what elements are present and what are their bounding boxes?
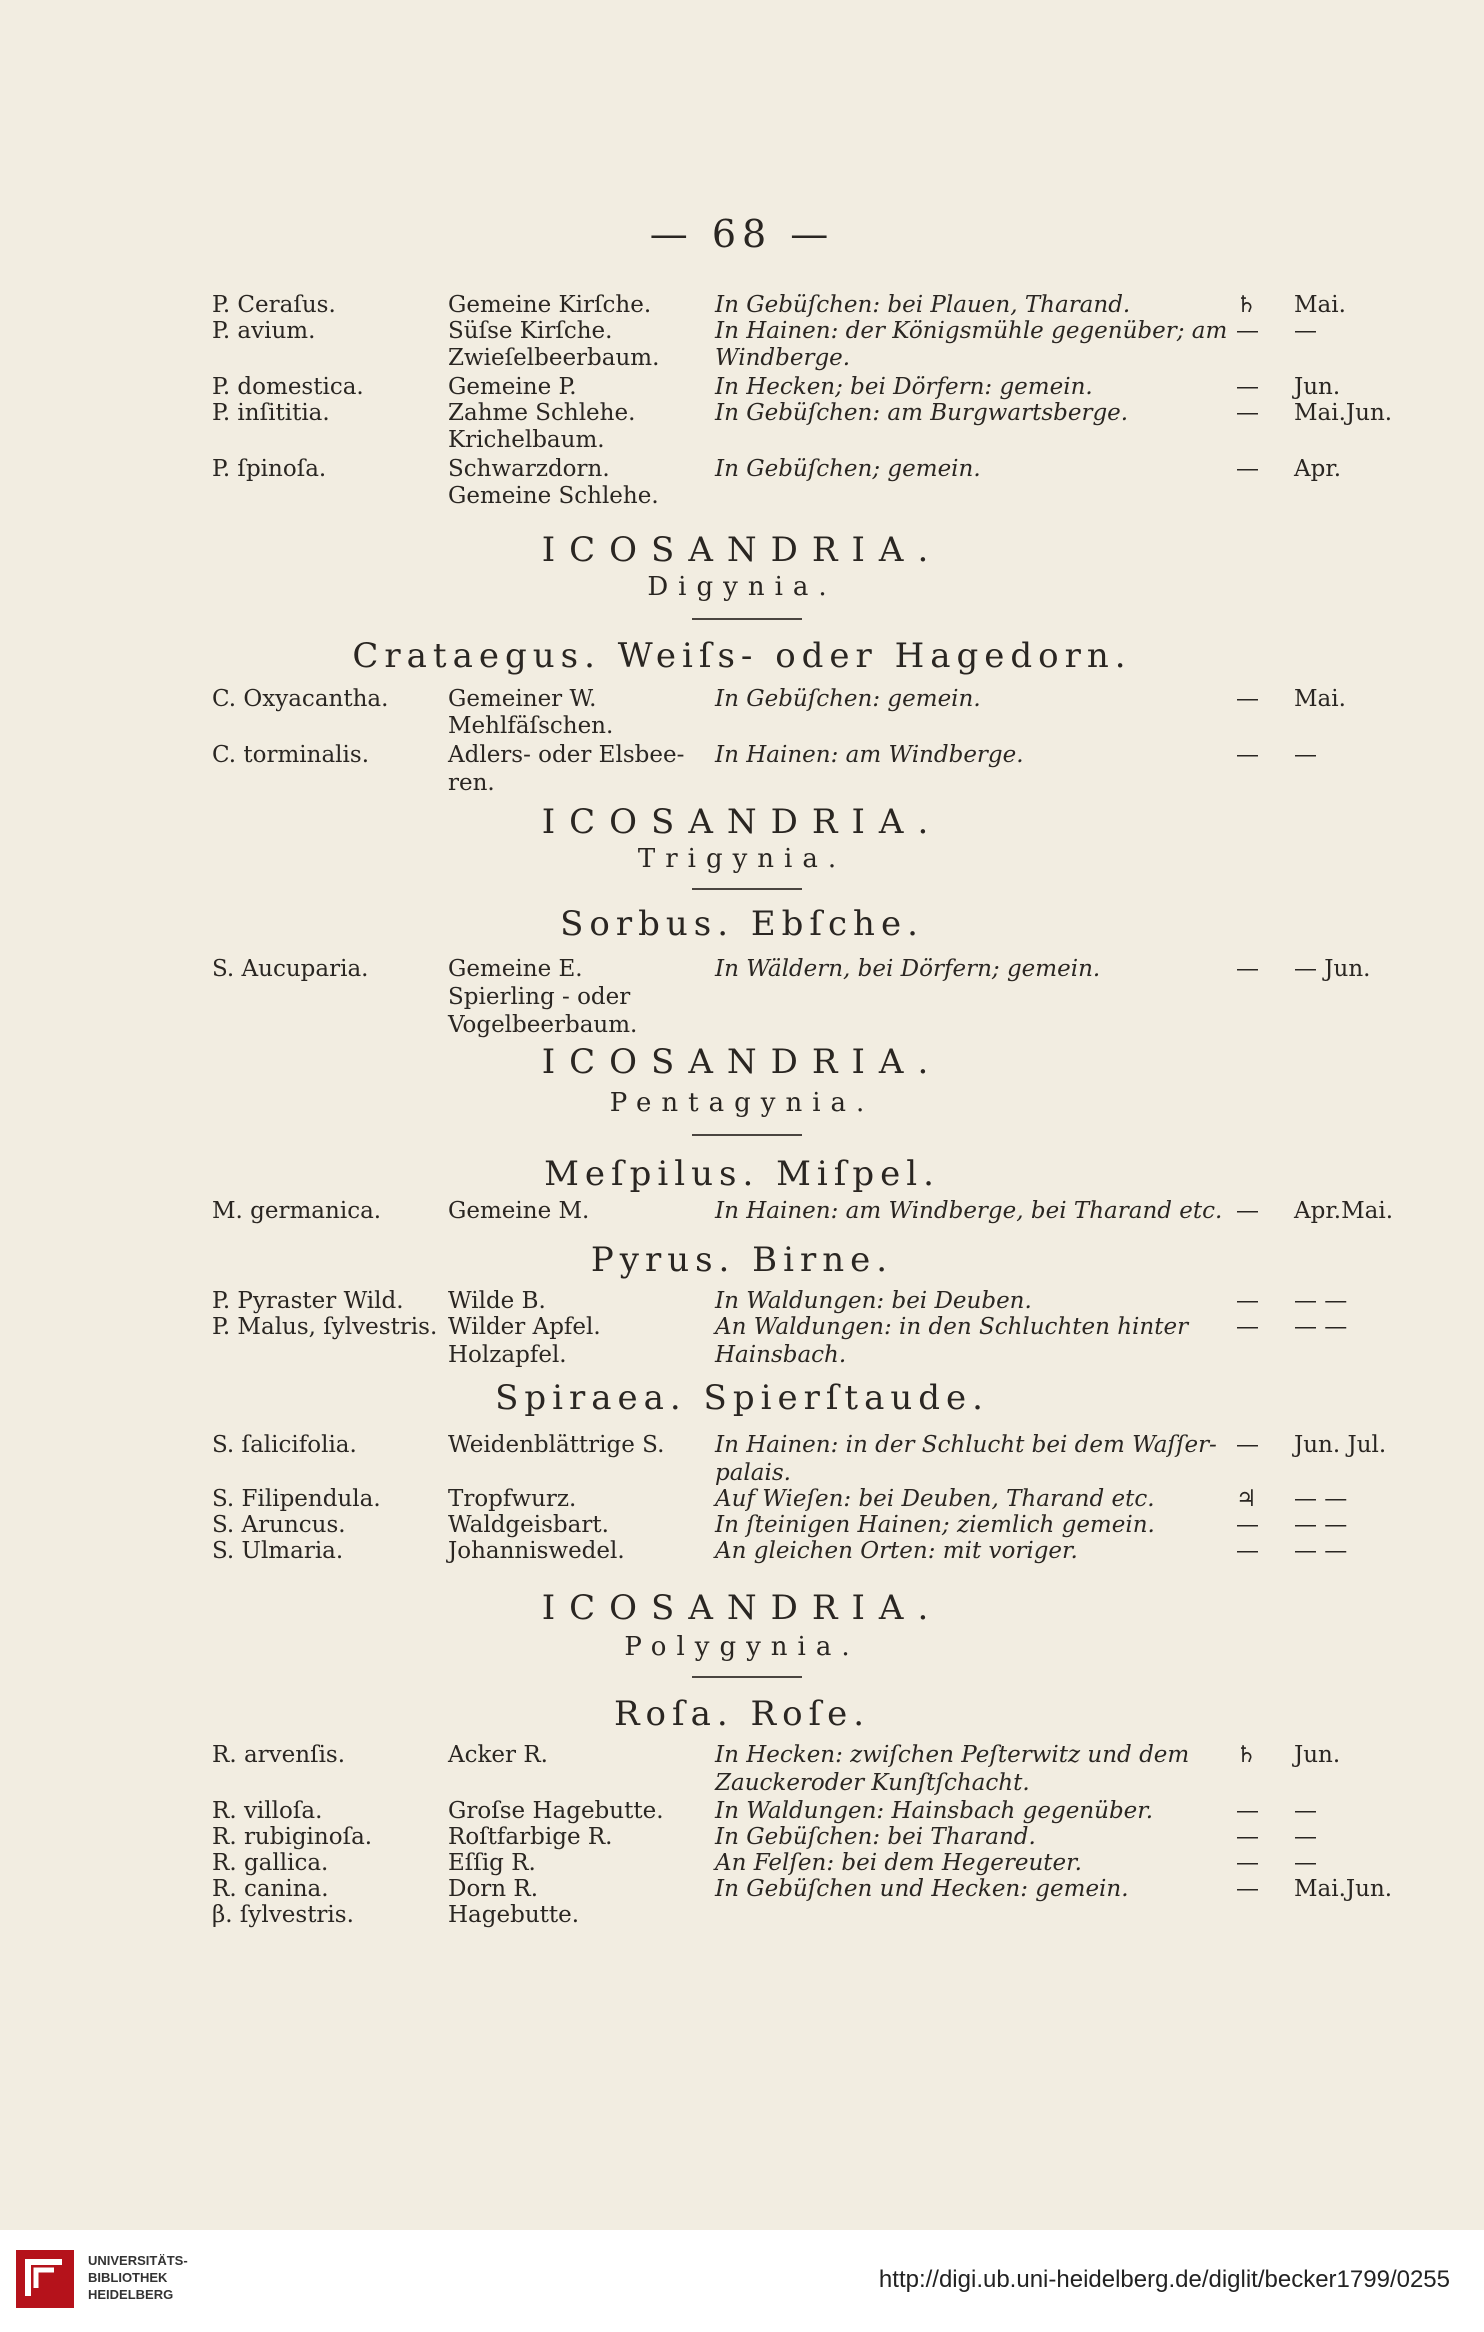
flowering-month: Jun. xyxy=(1294,374,1341,400)
flowering-month: — — xyxy=(1294,1512,1348,1538)
habitat: In Gebüſchen: gemein. xyxy=(715,686,981,712)
habitat: In Hainen: am Windberge, bei Tharand etc. xyxy=(715,1198,1223,1224)
common-name: Wilde B. xyxy=(448,1288,546,1314)
habitat: Auf Wieſen: bei Deuben, Tharand etc. xyxy=(715,1486,1155,1512)
lifeform-symbol: — xyxy=(1236,1876,1259,1902)
habitat: In Hecken: zwiſchen Peſterwitz und dem xyxy=(715,1742,1190,1768)
habitat: palais. xyxy=(715,1460,791,1486)
habitat: In Wäldern, bei Dörfern; gemein. xyxy=(715,956,1101,982)
common-name: Gemeine Kirſche. xyxy=(448,292,652,318)
flowering-month: — xyxy=(1294,1798,1317,1824)
lifeform-symbol: — xyxy=(1236,374,1259,400)
species-name: R. gallica. xyxy=(212,1850,329,1876)
common-name: Tropfwurz. xyxy=(448,1486,577,1512)
lifeform-symbol: ♄ xyxy=(1236,1742,1257,1768)
habitat: In Gebüſchen: am Burgwartsberge. xyxy=(715,400,1129,426)
common-name: Roſtfarbige R. xyxy=(448,1824,613,1850)
flowering-month: Mai.Jun. xyxy=(1294,1876,1393,1902)
habitat: In Hainen: in der Schlucht bei dem Waſſer- xyxy=(715,1432,1217,1458)
species-name: M. germanica. xyxy=(212,1198,382,1224)
habitat: In Hainen: am Windberge. xyxy=(715,742,1024,768)
table-row xyxy=(0,1340,1484,1374)
lifeform-symbol: — xyxy=(1236,1824,1259,1850)
page-number: — 68 — xyxy=(649,212,835,256)
species-name: P. Pyraster Wild. xyxy=(212,1288,404,1314)
habitat: In Gebüſchen und Hecken: gemein. xyxy=(715,1876,1129,1902)
common-name: Holzapfel. xyxy=(448,1342,567,1368)
flowering-month: — xyxy=(1294,318,1317,344)
lifeform-symbol: — xyxy=(1236,318,1259,344)
flowering-month: — xyxy=(1294,742,1317,768)
flowering-month: — xyxy=(1294,1850,1317,1876)
table-row xyxy=(0,1536,1484,1570)
library-logo-icon xyxy=(14,2248,76,2310)
flowering-month: Jun. Jul. xyxy=(1294,1432,1387,1458)
order-heading: Polygynia. xyxy=(624,1632,860,1662)
habitat: In Waldungen: Hainsbach gegenüber. xyxy=(715,1798,1154,1824)
common-name: Johanniswedel. xyxy=(448,1538,625,1564)
species-name: R. arvenſis. xyxy=(212,1742,346,1768)
species-name: P. ſpinoſa. xyxy=(212,456,327,482)
table-row xyxy=(0,1010,1484,1044)
species-name: S. Ulmaria. xyxy=(212,1538,344,1564)
flowering-month: — — xyxy=(1294,1288,1348,1314)
common-name: Gemeiner W. xyxy=(448,686,597,712)
common-name: Waldgeisbart. xyxy=(448,1512,609,1538)
habitat: An Waldungen: in den Schluchten hinter xyxy=(715,1314,1189,1340)
genus-heading: Meſpilus. Miſpel. xyxy=(544,1154,940,1194)
species-name: C. torminalis. xyxy=(212,742,370,768)
lifeform-symbol: — xyxy=(1236,1850,1259,1876)
order-heading: Trigynia. xyxy=(637,844,847,874)
species-name: P. Malus, ſylvestris. xyxy=(212,1314,438,1340)
lifeform-symbol: — xyxy=(1236,686,1259,712)
habitat: An gleichen Orten: mit voriger. xyxy=(715,1538,1078,1564)
flowering-month: Mai. xyxy=(1294,686,1346,712)
lifeform-symbol: — xyxy=(1236,1198,1259,1224)
common-name: Eſſig R. xyxy=(448,1850,536,1876)
lifeform-symbol: — xyxy=(1236,456,1259,482)
class-heading: ICOSANDRIA. xyxy=(541,1042,943,1082)
common-name: Gemeine E. xyxy=(448,956,583,982)
flowering-month: Mai.Jun. xyxy=(1294,400,1393,426)
species-name: S. Aucuparia. xyxy=(212,956,369,982)
flowering-month: Jun. xyxy=(1294,1742,1341,1768)
common-name: Adlers- oder Elsbee- xyxy=(448,742,685,768)
species-name: P. avium. xyxy=(212,318,316,344)
common-name: Weidenblättrige S. xyxy=(448,1432,665,1458)
lifeform-symbol: — xyxy=(1236,1798,1259,1824)
class-heading: ICOSANDRIA. xyxy=(541,530,943,570)
lifeform-symbol: — xyxy=(1236,742,1259,768)
habitat: In Hecken; bei Dörfern: gemein. xyxy=(715,374,1093,400)
class-heading: ICOSANDRIA. xyxy=(541,802,943,842)
common-name: Zahme Schlehe. xyxy=(448,400,636,426)
habitat: Zauckeroder Kunſtſchacht. xyxy=(715,1770,1030,1796)
species-name: P. domestica. xyxy=(212,374,364,400)
genus-heading: Spiraea. Spierſtaude. xyxy=(495,1378,989,1418)
species-name: R. villoſa. xyxy=(212,1798,323,1824)
genus-heading: Crataegus. Weiſs- oder Hagedorn. xyxy=(352,636,1132,676)
genus-heading: Sorbus. Ebſche. xyxy=(560,904,924,944)
common-name: Acker R. xyxy=(448,1742,548,1768)
habitat: In Gebüſchen: bei Plauen, Tharand. xyxy=(715,292,1131,318)
lifeform-symbol: — xyxy=(1236,1314,1259,1340)
common-name: Vogelbeerbaum. xyxy=(448,1012,638,1038)
lifeform-symbol: ♄ xyxy=(1236,292,1257,318)
library-name: UNIVERSITÄTS- BIBLIOTHEK HEIDELBERG xyxy=(88,2253,188,2302)
order-heading: Pentagynia. xyxy=(609,1088,875,1118)
source-url-link[interactable]: http://digi.ub.uni-heidelberg.de/diglit/becker1799/0255 xyxy=(878,2266,1450,2293)
table-row xyxy=(0,1900,1484,1934)
flowering-month: — — xyxy=(1294,1538,1348,1564)
common-name: Wilder Apfel. xyxy=(448,1314,601,1340)
common-name: ren. xyxy=(448,770,495,796)
species-name: S. Filipendula. xyxy=(212,1486,381,1512)
table-row xyxy=(0,768,1484,802)
common-name: Groſse Hagebutte. xyxy=(448,1798,664,1824)
divider xyxy=(692,1134,802,1136)
flowering-month: — Jun. xyxy=(1294,956,1371,982)
divider xyxy=(692,888,802,890)
common-name: Dorn R. xyxy=(448,1876,539,1902)
flowering-month: — — xyxy=(1294,1486,1348,1512)
order-heading: Digynia. xyxy=(647,572,837,602)
class-heading: ICOSANDRIA. xyxy=(541,1588,943,1628)
common-name: Mehlfäſschen. xyxy=(448,713,614,739)
lifeform-symbol: — xyxy=(1236,1432,1259,1458)
flowering-month: Apr. xyxy=(1294,456,1342,482)
habitat: In Waldungen: bei Deuben. xyxy=(715,1288,1032,1314)
common-name: Krichelbaum. xyxy=(448,427,605,453)
habitat: In Hainen: der Königsmühle gegenüber; am xyxy=(715,318,1228,344)
habitat: In ſteinigen Hainen; ziemlich gemein. xyxy=(715,1512,1155,1538)
habitat: An Felſen: bei dem Hegereuter. xyxy=(715,1850,1082,1876)
species-name: R. canina. xyxy=(212,1876,329,1902)
lifeform-symbol: — xyxy=(1236,1512,1259,1538)
habitat: In Gebüſchen; gemein. xyxy=(715,456,981,482)
species-name: P. Ceraſus. xyxy=(212,292,336,318)
genus-heading: Roſa. Roſe. xyxy=(613,1694,871,1734)
lifeform-symbol: — xyxy=(1236,1538,1259,1564)
common-name: Schwarzdorn. xyxy=(448,456,610,482)
habitat: In Gebüſchen: bei Tharand. xyxy=(715,1824,1036,1850)
lifeform-symbol: — xyxy=(1236,956,1259,982)
flowering-month: — — xyxy=(1294,1314,1348,1340)
table-row xyxy=(0,1196,1484,1230)
species-name: R. rubiginoſa. xyxy=(212,1824,373,1850)
viewer-footer xyxy=(0,2230,1484,2332)
flowering-month: — xyxy=(1294,1824,1317,1850)
habitat: Windberge. xyxy=(715,345,851,371)
lifeform-symbol: — xyxy=(1236,400,1259,426)
common-name: Spierling - oder xyxy=(448,984,631,1010)
species-name: P. inſititia. xyxy=(212,400,330,426)
species-name: S. ſalicifolia. xyxy=(212,1432,357,1458)
common-name: Zwieſelbeerbaum. xyxy=(448,345,660,371)
lifeform-symbol: — xyxy=(1236,1288,1259,1314)
divider xyxy=(692,618,802,620)
genus-heading: Pyrus. Birne. xyxy=(590,1240,894,1280)
common-name: Gemeine P. xyxy=(448,374,577,400)
common-name: Gemeine Schlehe. xyxy=(448,483,659,509)
habitat: Hainsbach. xyxy=(715,1342,847,1368)
lifeform-symbol: ♃ xyxy=(1236,1486,1257,1512)
flowering-month: Mai. xyxy=(1294,292,1346,318)
species-name: S. Aruncus. xyxy=(212,1512,346,1538)
common-name: Gemeine M. xyxy=(448,1198,590,1224)
table-row xyxy=(0,481,1484,515)
flowering-month: Apr.Mai. xyxy=(1294,1198,1394,1224)
common-name: Süſse Kirſche. xyxy=(448,318,613,344)
divider xyxy=(692,1676,802,1678)
species-name: β. ſylvestris. xyxy=(212,1902,354,1928)
species-name: C. Oxyacantha. xyxy=(212,686,389,712)
common-name: Hagebutte. xyxy=(448,1902,580,1928)
